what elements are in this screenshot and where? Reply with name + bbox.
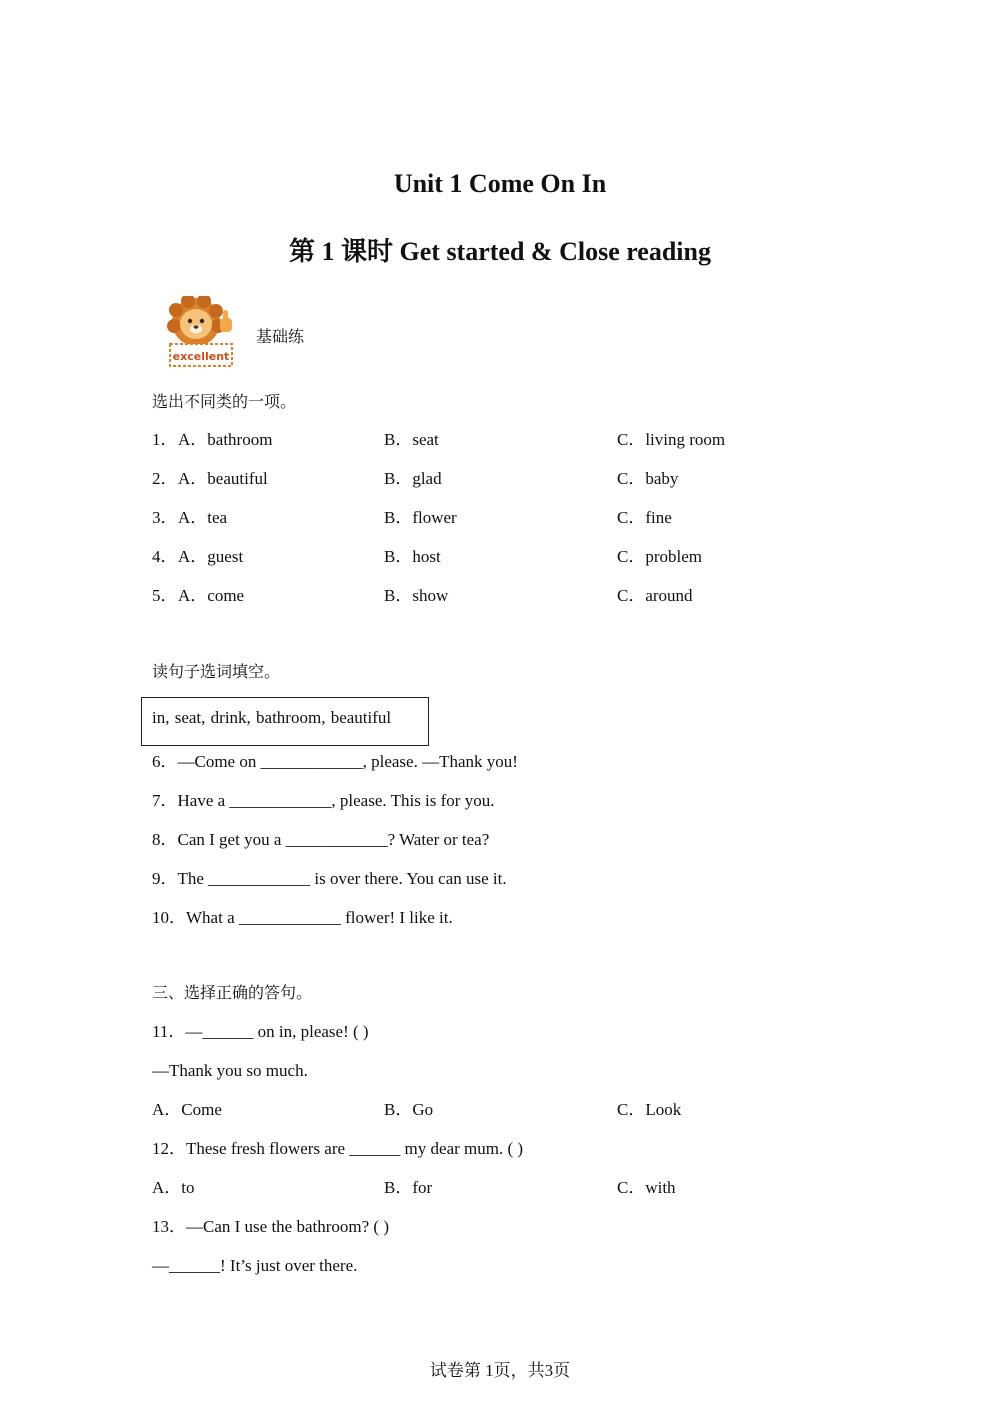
- page-footer: 试卷第 1页，共3页: [429, 1361, 571, 1380]
- option-c: C．Look: [617, 1100, 682, 1119]
- option-a: A．tea: [178, 508, 228, 527]
- section1-heading: 选出不同类的一项。: [152, 392, 297, 411]
- option-a: A．guest: [178, 547, 244, 566]
- question-9: 9．The ____________ is over there. You can use it.: [152, 869, 507, 888]
- option-c: C．baby: [617, 469, 679, 488]
- option-c: C．with: [617, 1178, 676, 1197]
- option-a: A．to: [152, 1178, 195, 1197]
- option-a: A．beautiful: [178, 469, 268, 488]
- lion-excellent-icon: [166, 296, 238, 370]
- option-b: B．glad: [384, 469, 442, 488]
- option-b: B．seat: [384, 430, 439, 449]
- question-number: 3．: [152, 508, 178, 527]
- question-10: 10．What a ____________ flower! I like it.: [152, 908, 453, 927]
- question-number: 4．: [152, 547, 178, 566]
- question-7: 7．Have a ____________, please. This is for you.: [152, 791, 495, 810]
- page-title: Unit 1 Come On In: [393, 169, 607, 198]
- question-13-reply: —______! It’s just over there.: [152, 1256, 358, 1275]
- badge-label: 基础练: [256, 327, 305, 346]
- question-12: 12．These fresh flowers are ______ my dear mum. ( ): [152, 1139, 524, 1158]
- option-b: B．show: [384, 586, 449, 605]
- option-a: A．come: [178, 586, 245, 605]
- option-c: C．living room: [617, 430, 726, 449]
- question-8: 8．Can I get you a ____________? Water or tea?: [152, 830, 490, 849]
- lesson-subtitle: 第 1 课时 Get started & Close reading: [289, 237, 711, 266]
- option-b: B．host: [384, 547, 441, 566]
- option-a: A．bathroom: [178, 430, 273, 449]
- question-number: 5．: [152, 586, 178, 605]
- section3-heading: 三、选择正确的答句。: [152, 983, 313, 1002]
- question-13: 13．—Can I use the bathroom? ( ): [152, 1217, 389, 1236]
- question-number: 1．: [152, 430, 178, 449]
- option-b: B．Go: [384, 1100, 434, 1119]
- option-c: C．fine: [617, 508, 672, 527]
- question-11: 11．—______ on in, please! ( ): [152, 1022, 369, 1041]
- option-b: B．flower: [384, 508, 457, 527]
- option-c: C．problem: [617, 547, 702, 566]
- word-box-text: in, seat, drink, bathroom, beautiful: [152, 708, 392, 727]
- option-a: A．Come: [152, 1100, 222, 1119]
- question-number: 2．: [152, 469, 178, 488]
- badge-icon-text: excellent: [172, 350, 230, 363]
- question-6: 6．—Come on ____________, please. —Thank you!: [152, 752, 518, 771]
- section2-heading: 读句子选词填空。: [152, 662, 281, 681]
- option-c: C．around: [617, 586, 693, 605]
- option-b: B．for: [384, 1178, 433, 1197]
- question-11-reply: —Thank you so much.: [152, 1061, 308, 1080]
